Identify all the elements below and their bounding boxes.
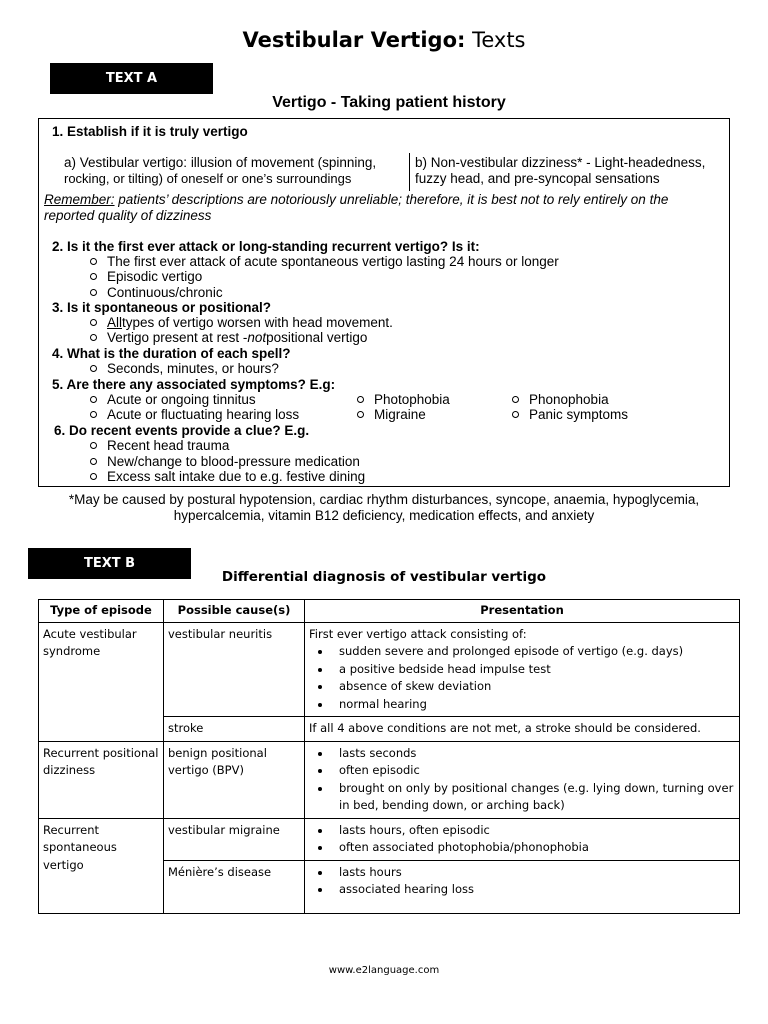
q6-item-2: New/change to blood-pressure medication bbox=[90, 454, 360, 469]
remember-note: Remember: patients’ descriptions are notoriously unreliable; therefore, it is best not to rely entirely on the bbox=[44, 192, 669, 207]
q5-item-hearing-loss: Acute or fluctuating hearing loss bbox=[90, 407, 299, 422]
cause-cell: stroke bbox=[164, 717, 305, 742]
footer-url[interactable]: www.e2language.com bbox=[328, 965, 440, 976]
header-type: Type of episode bbox=[39, 600, 164, 623]
q4-item-1: Seconds, minutes, or hours? bbox=[90, 361, 279, 376]
text-a-subtitle: Vertigo - Taking patient history bbox=[272, 94, 506, 111]
q6-item-3: Excess salt intake due to e.g. festive dining bbox=[90, 469, 365, 484]
non-vestibular-def-line2: fuzzy head, and pre-syncopal sensations bbox=[415, 171, 660, 186]
table-row bbox=[39, 741, 740, 818]
q2-item-2: Episodic vertigo bbox=[90, 269, 202, 284]
q6-item-1: Recent head trauma bbox=[90, 438, 229, 453]
table-row bbox=[39, 818, 740, 860]
table-header-row bbox=[39, 600, 740, 623]
non-vestibular-def-line1: b) Non-vestibular dizziness* - Light-headedness, bbox=[415, 155, 706, 170]
type-cell: Recurrent spontaneous vertigo bbox=[39, 818, 164, 913]
question-3: 3. Is it spontaneous or positional? bbox=[52, 300, 272, 315]
q5-item-phonophobia: Phonophobia bbox=[512, 392, 609, 407]
vestibular-def-line1: a) Vestibular vertigo: illusion of movement (spinning, bbox=[64, 155, 377, 170]
header-cause: Possible cause(s) bbox=[164, 600, 305, 623]
presentation-cell: First ever vertigo attack consisting of: sudden severe and prolonged episode of vertigo (e.g. days) a positive bedside head impulse test absence of skew deviation normal hearing bbox=[305, 622, 740, 717]
q2-item-1: The first ever attack of acute spontaneous vertigo lasting 24 hours or longer bbox=[90, 254, 559, 269]
q5-item-photophobia: Photophobia bbox=[357, 392, 450, 407]
vestibular-def-line2: rocking, or tilting) of oneself or one’s surroundings bbox=[64, 171, 352, 186]
question-6: 6. Do recent events provide a clue? E.g. bbox=[54, 423, 310, 438]
q3-item-1: All types of vertigo worsen with head movement. bbox=[90, 315, 393, 330]
question-1: 1. Establish if it is truly vertigo bbox=[52, 124, 248, 139]
question-4: 4. What is the duration of each spell? bbox=[52, 346, 291, 361]
type-cell: Recurrent positional dizziness bbox=[39, 741, 164, 818]
q5-item-migraine: Migraine bbox=[357, 407, 426, 422]
text-b-subtitle: Differential diagnosis of vestibular vertigo bbox=[221, 569, 547, 585]
remember-note-line2: reported quality of dizziness bbox=[44, 208, 212, 223]
cause-cell: vestibular neuritis bbox=[164, 622, 305, 717]
page-title: Vestibular Vertigo: Texts bbox=[242, 28, 526, 52]
q5-item-panic: Panic symptoms bbox=[512, 407, 628, 422]
cause-cell: Ménière’s disease bbox=[164, 860, 305, 913]
header-presentation: Presentation bbox=[305, 600, 740, 623]
text-b-label: TEXT B bbox=[28, 548, 191, 579]
presentation-cell: lasts seconds often episodic brought on only by positional changes (e.g. lying down, turning over in bed, bending down, or arching back) bbox=[305, 741, 740, 818]
cause-cell: benign positional vertigo (BPV) bbox=[164, 741, 305, 818]
differential-table bbox=[38, 599, 740, 914]
presentation-cell: If all 4 above conditions are not met, a stroke should be considered. bbox=[305, 717, 740, 742]
q3-item-2: Vertigo present at rest - not positional vertigo bbox=[90, 330, 367, 345]
text-a-label: TEXT A bbox=[50, 63, 213, 94]
cause-cell: vestibular migraine bbox=[164, 818, 305, 860]
question-5: 5. Are there any associated symptoms? E.g: bbox=[52, 377, 336, 392]
presentation-cell: lasts hours, often episodic often associated photophobia/phonophobia bbox=[305, 818, 740, 860]
q5-item-tinnitus: Acute or ongoing tinnitus bbox=[90, 392, 256, 407]
q2-item-3: Continuous/chronic bbox=[90, 285, 223, 300]
question-2: 2. Is it the first ever attack or long-standing recurrent vertigo? Is it: bbox=[52, 239, 480, 254]
presentation-cell: lasts hours associated hearing loss bbox=[305, 860, 740, 913]
footnote: *May be caused by postural hypotension, cardiac rhythm disturbances, syncope, anaemia, hypoglycemia, hypercalcemia, vitamin B12 deficiency, medication effects, and anxiety bbox=[68, 492, 700, 523]
type-cell: Acute vestibular syndrome bbox=[39, 622, 164, 741]
definition-divider bbox=[409, 153, 410, 191]
table-row bbox=[39, 622, 740, 717]
